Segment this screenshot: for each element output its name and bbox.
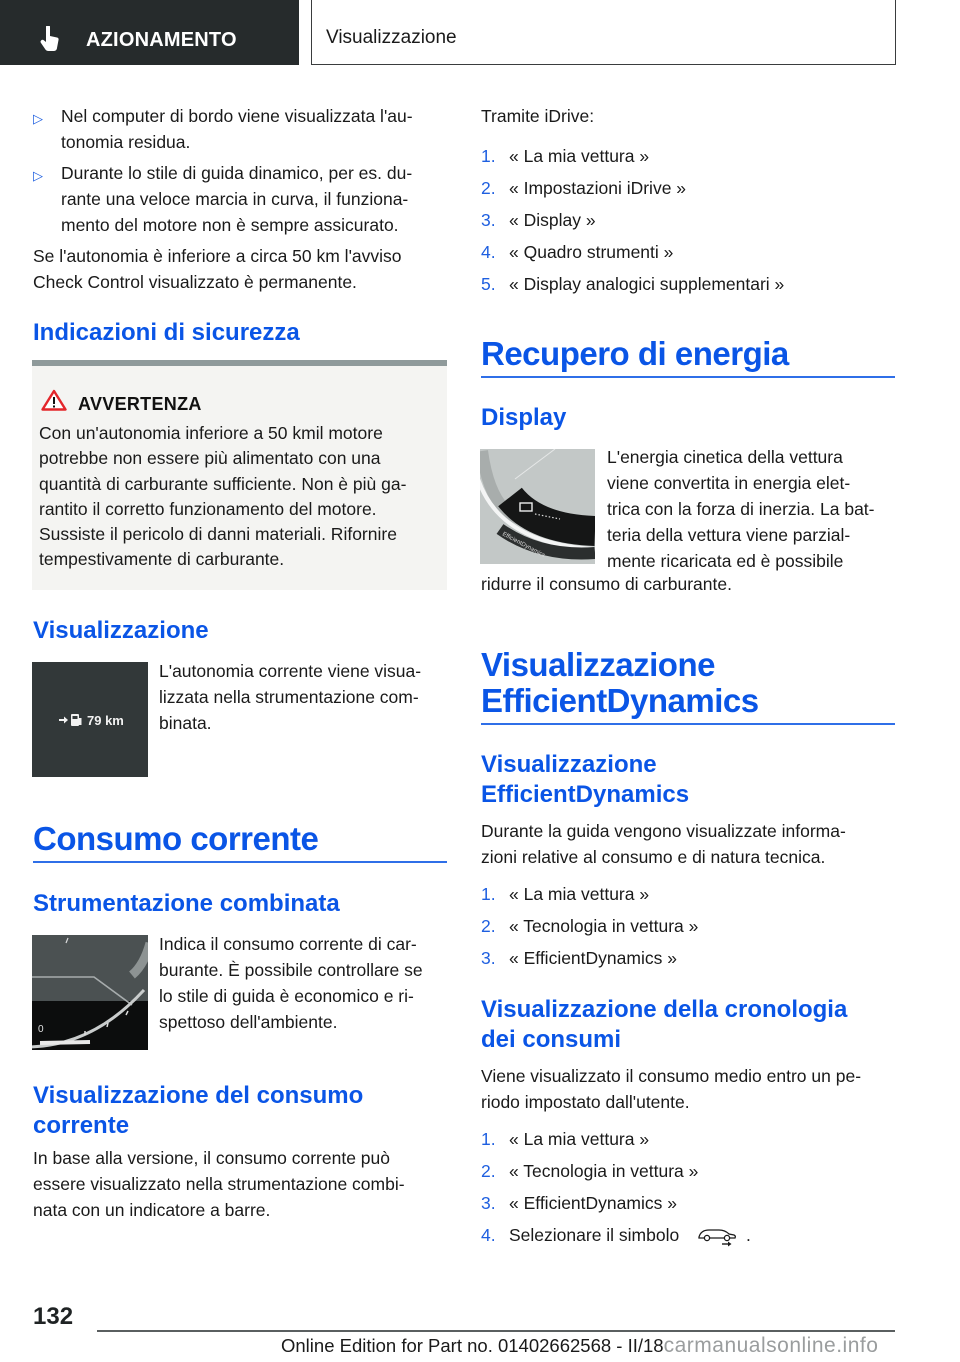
current-consumption-heading: Visualizzazione del consumo corrente [33,1082,364,1139]
heading-rule [33,861,447,863]
heading-rule [481,376,895,378]
range-display-image [32,662,148,777]
history-heading: Visualizzazione della cronologia dei consumi [481,996,848,1053]
step-label: Selezionare il simbolo [509,1225,680,1245]
history-text: Viene visualizzato il consumo medio entro un pe- riodo impostato dall'utente. [481,1066,862,1112]
section-header [0,0,299,65]
recovery-heading: Recupero di energia [481,335,789,372]
section-label: AZIONAMENTO [86,29,237,51]
bullet-text: Durante lo stile di guida dinamico, per es. du- rante una veloce marcia in curva, il funziona- mento del motore non è sempre assicurato. [61,163,413,235]
idrive-intro: Tramite iDrive: [481,106,595,126]
current-consumption-text: In base alla versione, il consumo corrente può essere visualizzato nella strumentazione combi- nata con un indicatore a barre. [33,1148,405,1220]
instrument-cluster-image [32,935,148,1050]
warning-triangle-icon [41,389,67,411]
heading-rule [481,723,895,725]
step-number: 2. [481,916,496,936]
hand-pointer-icon [40,26,60,52]
cluster-heading: Strumentazione combinata [33,890,340,917]
step-number: 3. [481,948,496,968]
chapter-tab-label: Visualizzazione [326,27,457,48]
svg-text:0: 0 [38,1024,44,1035]
step-label: « La mia vettura » [509,1129,650,1149]
step-label: « Impostazioni iDrive » [509,178,687,198]
step-label: « EfficientDynamics » [509,1193,677,1213]
ed-sub-heading: Visualizzazione EfficientDynamics [481,751,690,808]
step-suffix: . [746,1225,751,1245]
safety-heading: Indicazioni di sicurezza [33,319,300,346]
step-number: 1. [481,146,496,166]
step-number: 2. [481,1161,496,1181]
step-number: 3. [481,210,496,230]
bullet-text: Nel computer di bordo viene visualizzata l'au- tonomia residua. [61,106,413,152]
ed-heading: Visualizzazione EfficientDynamics [481,646,759,719]
display-heading: Visualizzazione [33,617,209,644]
step-number: 5. [481,274,496,294]
range-value: 79 km [87,713,124,728]
cluster-text: Indica il consumo corrente di car- burante. È possibile controllare se lo stile di guida è economico e ri- spettoso dell'ambiente. [159,934,423,1032]
warning-box [32,360,447,590]
step-label: « Tecnologia in vettura » [509,1161,699,1181]
fuel-range-icon [59,713,83,727]
footer-rule [97,1330,895,1332]
recovery-text-end: ridurre il consumo di carburante. [481,574,732,594]
consumption-heading: Consumo corrente [33,820,319,857]
step-label: « Tecnologia in vettura » [509,916,699,936]
bullet-marker-icon: ▷ [33,111,43,126]
gauge-graphic [32,935,148,1050]
edition-text: Online Edition for Part no. 01402662568 - II/18 [281,1335,664,1356]
recovery-display-heading: Display [481,404,567,431]
step-number: 1. [481,1129,496,1149]
watermark-link[interactable]: carmanualsonline.info [663,1334,879,1357]
step-number: 4. [481,1225,496,1245]
step-number: 4. [481,242,496,262]
ed-text: Durante la guida vengono visualizzate informa- zioni relative al consumo e di natura tecnica. [481,821,846,867]
car-history-icon [697,1225,737,1247]
step-label: « Display » [509,210,596,230]
step-number: 3. [481,1193,496,1213]
svg-text:EfficientDynamics: EfficientDynamics [501,531,546,560]
page-number: 132 [33,1303,74,1330]
step-label: « La mia vettura » [509,146,650,166]
step-label: « Quadro strumenti » [509,242,674,262]
efficientdynamics-display-image [480,449,595,564]
step-number: 1. [481,884,496,904]
bullet-marker-icon: ▷ [33,168,43,183]
footer-edition [281,1334,878,1358]
step-label: « Display analogici supplementari » [509,274,785,294]
step-label: « EfficientDynamics » [509,948,677,968]
display-text: L'autonomia corrente viene visua- lizzata nella strumentazione com- binata. [159,661,422,733]
chapter-tab [311,0,896,65]
recovery-text-wrap: L'energia cinetica della vettura viene convertita in energia elet- trica con la forza di inerzia. La bat- teria della vettura viene parzial- mente ricaricata ed è possibile [607,447,875,571]
step-number: 2. [481,178,496,198]
warning-title: AVVERTENZA [78,394,202,414]
range-note: Se l'autonomia è inferiore a circa 50 km l'avviso Check Control visualizzato è permanente. [33,246,402,292]
ed-gauge-graphic [480,449,595,564]
warning-text: Con un'autonomia inferiore a 50 kmil motore potrebbe non essere più alimentato con una quantità di carburante sufficiente. Non è più ga- rantito il corretto funzionamento del motore. Sussiste il pericolo di danni materiali. Rifornire tempestivamente di carburante. [39,423,407,570]
step-label: « La mia vettura » [509,884,650,904]
